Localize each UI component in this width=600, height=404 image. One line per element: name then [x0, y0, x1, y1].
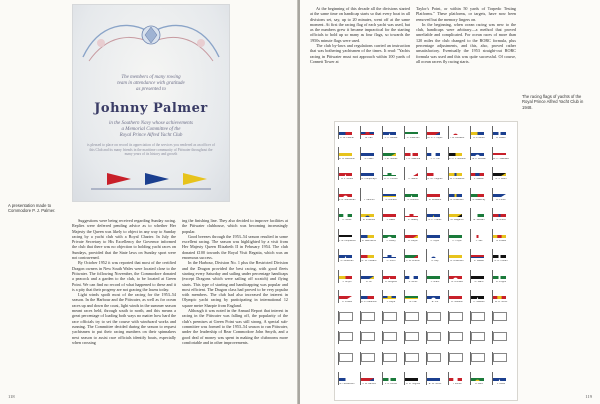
scroll-illumination — [79, 13, 223, 69]
flag-owner-label: E. Pitt — [431, 301, 439, 303]
flag-cloth — [427, 312, 441, 321]
flag-owner-label: K. Nealey — [407, 219, 419, 221]
flag-cloth — [339, 373, 352, 381]
flag-cloth — [339, 148, 352, 156]
flag-owner-label: A. Burgess — [385, 280, 397, 283]
flag-owner-label: W. B. Smith — [494, 301, 508, 303]
flag-cloth — [427, 230, 440, 238]
flag-owner-label: J. Sell — [475, 239, 483, 242]
flag-cloth — [471, 189, 484, 197]
paragraph: In the Harbour, Division No. 1 plus the Restricted Division and the Dragon provided the best racing, with good fleets starting every Saturday and sailing under percentage handicaps (except Dragons which were sailing off scratch) and flying starts. This type of starting and handicapping was popular and most efficient. The Dragon class had proved to be very popular with members. The club had also increased the interest in Olympic yacht racing by participating in international 12 square metre Sharpie from England. — [182, 260, 288, 308]
flag-cloth — [383, 148, 396, 156]
racing-flags-board — [334, 121, 518, 401]
flag-cloth — [405, 250, 418, 258]
flag-owner-label: T. E. Brookeb — [449, 137, 465, 139]
flag-cloth — [339, 271, 352, 279]
paragraph: Suggestions were being received regarding Sunday racing. Replies were deferred pending advice as to whether Her Majesty the Queen was likely to object in any way to Sunday racing by a yacht club with a Royal Charter. In July the Private Secretary to His Excellency the Governor informed the club that there was no objection to holding yacht races on Sundays, provided that the State laws on Sunday sport were not contravened. — [72, 218, 176, 261]
flag-owner-label: J. Gaillon — [474, 178, 484, 180]
flag-cloth — [383, 291, 396, 299]
flag-owner-label: L. Nicoll — [408, 280, 418, 283]
flag-owner-label: M. Dalgarno — [450, 219, 464, 221]
flag-cloth — [405, 271, 418, 279]
flag-cloth — [339, 250, 352, 258]
flag-owner-label: J. H. Hill — [430, 157, 440, 160]
flag-cloth — [471, 148, 484, 156]
flag-owner-label: R. Henderson — [339, 383, 355, 385]
scroll-burgee-banner — [87, 169, 215, 195]
flag-cloth — [339, 353, 353, 362]
flag-cloth — [449, 189, 462, 197]
flag-cloth — [361, 332, 375, 341]
flag-owner-label: A. L. Trainer — [428, 219, 442, 221]
flag-cloth — [361, 148, 374, 156]
flag-owner-label: A. Dwyer — [408, 239, 418, 242]
flag-cloth — [493, 353, 507, 362]
flag-owner-label: K. Wolfe — [342, 219, 352, 221]
flag-cloth — [427, 148, 440, 156]
flag-owner-label: N. J. Grubb — [340, 178, 354, 180]
paragraph: By October 1952 it was reported that most of the certified Dragon owners in New South Wales were located close to the Pittwater. The following November, the Commodore donated a peacock and a garden to the club, to be located at Green Point. We can find no record of what happened to these and it is a pity that their progeny are not gracing the lawns today. — [72, 260, 176, 292]
flag-cloth — [383, 312, 397, 321]
flag-owner-label: R. Anderson — [450, 198, 464, 201]
flag-cloth — [493, 127, 506, 135]
paragraph: Light winds spoilt most of the racing for the 1953–54 season. In the Harbour and the Pittwater, as well as for ocean races up and down the coast, light winds in the summer season meant races held, through south to north, and this means a great percentage of loading both ways no matter how hard the race officials try to set the course with windward works and running. The Committee decided during the season to request yachtsmen to put their racing numbers on their spinnakers next season to assist race officials identify boats, especially when crossing — [72, 292, 176, 345]
flag-owner-label: A. Humphreys — [361, 178, 377, 180]
flag-owner-label: J. W. Kramer — [406, 260, 420, 262]
flag-cloth — [449, 291, 462, 299]
flag-cloth — [361, 209, 374, 217]
flag-owner-label: R. W. Howard — [361, 260, 377, 262]
flag-cloth — [383, 353, 397, 362]
flag-owner-label: A. Blakeney — [472, 198, 486, 201]
flag-cloth — [405, 168, 418, 176]
flag-cloth — [449, 230, 462, 238]
flag-cloth — [493, 168, 506, 176]
flag-board-caption: The racing flags of yachts of the Royal Prince Alfred Yacht Club in 1948. — [522, 94, 584, 110]
flag-cloth — [493, 250, 506, 258]
flag-owner-label: H. Warden — [473, 301, 485, 303]
flag-cloth — [449, 250, 462, 258]
flag-cloth — [449, 168, 462, 176]
flag-cloth — [449, 209, 462, 217]
flag-cloth — [339, 230, 352, 238]
flag-cloth — [405, 312, 419, 321]
paragraph: Taylor's Point, or within 50 yards of Torpedo Testing Platforms." These platforms, or targets, have now been removed but the memory lingers on. — [416, 6, 516, 22]
flag-cloth — [449, 127, 462, 135]
flag-cloth — [449, 332, 463, 341]
flag-cloth — [339, 312, 353, 321]
flag-cloth — [427, 250, 440, 258]
flag-cloth — [449, 271, 462, 279]
flag-cloth — [471, 209, 484, 217]
scroll-line-3: as presented to — [135, 87, 167, 92]
flag-cloth — [471, 291, 484, 299]
flag-owner-label: A. D. Hughes — [405, 383, 421, 385]
flag-cloth — [361, 353, 375, 362]
flag-cloth — [383, 127, 396, 135]
flag-cloth — [383, 250, 396, 258]
flag-owner-label: C. M. Palmer — [340, 137, 354, 139]
flag-cloth — [493, 189, 506, 197]
flag-cloth — [339, 209, 352, 217]
flag-cloth — [361, 230, 374, 238]
flag-cloth — [427, 353, 441, 362]
flag-cloth — [405, 127, 418, 135]
flag-cloth — [383, 373, 396, 381]
flag-cloth — [405, 291, 418, 299]
flag-owner-label: R. Sheldon — [451, 301, 463, 303]
flag-owner-label: T. C. Maerina — [405, 157, 421, 160]
flag-cloth — [361, 373, 374, 381]
flag-owner-label: A. R. Buchanan — [338, 198, 356, 201]
flag-owner-label: R. Anderson — [450, 260, 464, 262]
flag-owner-label: A. F. Albert — [473, 137, 485, 139]
flag-owner-label: J. W. Barnes — [362, 383, 376, 385]
flag-cloth — [493, 373, 506, 381]
flag-owner-label: Dr. F. J. Taylor — [427, 137, 443, 139]
flag-cloth — [405, 332, 419, 341]
scroll-line-6: Royal Prince Alfred Yacht Club — [119, 133, 183, 138]
flag-cloth — [361, 189, 374, 197]
flag-owner-label: H. Martin — [408, 178, 418, 180]
flag-cloth — [383, 271, 396, 279]
flag-cloth — [427, 189, 440, 197]
flag-cloth — [405, 373, 418, 381]
flag-cloth — [427, 332, 441, 341]
flag-cloth — [471, 353, 485, 362]
flag-owner-label: T. Harmon — [363, 198, 375, 201]
flag-cloth — [361, 271, 374, 279]
flag-owner-label: E. Stewart — [473, 219, 485, 221]
flag-owner-label: K. Walker — [473, 260, 485, 262]
flag-owner-label: H. Hoyle — [452, 239, 462, 242]
flag-owner-label: G. Hall — [409, 301, 417, 303]
flag-owner-label: A. B. Hobart — [494, 260, 508, 262]
flag-owner-label: T. Moran — [452, 383, 462, 385]
flag-cloth — [427, 209, 440, 217]
flag-cloth — [383, 209, 396, 217]
flag-cloth — [405, 353, 419, 362]
flag-owner-label: C. Powell — [341, 301, 353, 303]
flag-owner-label: J. Baker — [386, 219, 396, 221]
flag-cloth — [471, 127, 484, 135]
scroll-line-4: in the Southern Navy whose achievements — [108, 121, 193, 126]
presentation-scroll-image — [72, 4, 230, 202]
flag-owner-label: J. Grant — [430, 280, 440, 283]
right-column-1 — [310, 6, 410, 64]
flag-cloth — [383, 168, 396, 176]
flag-cloth — [471, 250, 484, 258]
flag-owner-label: C. Freeman — [406, 137, 420, 139]
flag-owner-label: J. H. Buckle — [384, 137, 398, 139]
page-number-left: 118 — [8, 394, 15, 399]
scroll-line-2: team in attendance with gratitude — [117, 81, 185, 86]
flag-cloth — [405, 189, 418, 197]
flag-owner-label: R. Barrowcliff — [361, 239, 377, 242]
flag-cloth — [493, 230, 506, 238]
flag-cloth — [471, 373, 484, 381]
flag-owner-label: R. Rowland — [428, 198, 442, 201]
right-page — [300, 0, 600, 404]
flag-owner-label: E. W. Smith — [428, 383, 442, 385]
flag-cloth — [493, 209, 506, 217]
flag-cloth — [427, 291, 440, 299]
flag-cloth — [427, 271, 440, 279]
flag-owner-label: A. Day — [431, 260, 439, 262]
flag-cloth — [449, 148, 462, 156]
flag-owner-label: A. Orr — [365, 280, 373, 283]
flag-cloth — [405, 209, 418, 217]
flag-cloth — [471, 230, 484, 238]
flag-cloth — [493, 332, 507, 341]
flag-cloth — [449, 373, 462, 381]
flag-cloth — [361, 127, 374, 135]
flag-cloth — [339, 291, 352, 299]
flag-owner-label: G. Orchard — [451, 280, 463, 283]
flag-cloth — [471, 312, 485, 321]
flag-owner-label: J. Boyle — [386, 301, 396, 303]
flag-cloth — [427, 127, 440, 135]
flag-owner-label: S. Lahn — [474, 383, 484, 385]
flag-owner-label: A. G. Ashworth — [339, 157, 355, 160]
flag-owner-label: A. Phipps — [495, 280, 507, 283]
paragraph: ing the finishing line. They also decided to improve facilities at the Pittwater clubhouse, which was becoming increasingly popular. — [182, 218, 288, 234]
flag-owner-label: M. Bruce — [496, 219, 506, 221]
scroll-recipient-name: Johnny Palmer — [94, 101, 208, 116]
flag-cloth — [339, 127, 352, 135]
flag-cloth — [471, 271, 484, 279]
flag-owner-label: J. Reed — [496, 383, 506, 385]
flag-owner-label: W. H. Gaddard — [493, 157, 509, 160]
flag-owner-label: A. J. Ward — [495, 178, 507, 180]
flag-cloth — [339, 189, 352, 197]
flag-owner-label: R. Pittwood — [362, 219, 376, 221]
paragraph: Good breezes through the 1953–54 season resulted in some excellent racing. The season was highlighted by a visit from Her Majesty Queen Elizabeth II in February 1954. The club donated £100 towards the Royal Visit Regatta, which was an enormous success. — [182, 233, 288, 261]
paragraph: At the beginning of this decade all the divisions started at the same time on handicap starts so that every boat in all divisions set, say, up to 20 minutes, went off at the same moment. At first the racing flag of each yacht was used, but as the numbers grew it became impractical for the starting officials to hold up so many as four flags, so towards the 1950s minute flags were used. — [310, 6, 410, 43]
flag-owner-label: J. Smyth — [342, 280, 352, 283]
flag-owner-label: J. Cleary — [386, 239, 396, 242]
flag-cloth — [449, 353, 463, 362]
flag-owner-label: J. E. Stokes — [384, 157, 398, 160]
flag-owner-label: C. Duffield — [385, 198, 397, 201]
flag-owner-label: F. Taylor — [430, 239, 440, 242]
flag-cloth — [361, 168, 374, 176]
scroll-body-text: is pleased to place on record its appreciation of the services you rendered as an officer of this Club and its many friends in the maritime community of Pittwater throughout the many years of its history and growth — [87, 143, 215, 157]
flag-cloth — [493, 148, 506, 156]
scroll-line-5: a Memorial Committee of the — [121, 127, 181, 132]
left-column-2 — [182, 218, 288, 345]
flag-cloth — [449, 312, 463, 321]
flag-owner-label: M. Farr — [365, 137, 373, 139]
flag-cloth — [471, 332, 485, 341]
flag-owner-label: A. Roach — [496, 137, 506, 139]
paragraph: Although it was noted in the Annual Report that interest in racing in the Pittwater was falling off, the popularity of the club's premises at Green Point was still strong. A special sub-committee was formed to the 1953–54 season to run Pittwater, under the leadership of Rear Commodore John Smyth, and a good deal of money was spent in making the clubrooms more comfortable and in other improvements. — [182, 308, 288, 345]
paragraph: The club by-laws and regulations carried an instruction that was bothering yachtsmen of the times. It read: "Yachts racing in Pittwater must not approach within 100 yards of Connett Tower at — [310, 43, 410, 64]
flag-cloth — [493, 312, 507, 321]
scroll-caption: A presentation made to Commodore P. J. Palmer. — [8, 203, 56, 214]
left-column-1 — [72, 218, 176, 345]
flag-cloth — [383, 189, 396, 197]
flag-owner-label: C. Dobson — [407, 198, 419, 201]
flag-owner-label: E. P. Mulhall — [472, 157, 486, 160]
flag-owner-label: J. A. Brown — [384, 383, 398, 385]
paragraph: In the beginning, when ocean racing was new to the club, handicaps were arbitrary—a method that proved unreliable and complicated. For ocean races of more than 120 miles the club changed to the RORC formula, plus percentage adjustments, and this, also, proved rather unsatisfactory. Eventually the 1953 straight-out RORC formula was used and this was quite successful. Of course, all ocean racers fly racing starts. — [416, 21, 516, 64]
flag-cloth — [361, 291, 374, 299]
flag-owner-label: A. F. Patterson — [361, 301, 377, 303]
right-column-2 — [416, 6, 516, 64]
flag-cloth — [339, 168, 352, 176]
flag-owner-label: W. J. Brekens — [449, 178, 465, 180]
scroll-line-1: The members of many rowing — [121, 75, 181, 80]
page-number-right: 119 — [585, 394, 592, 399]
flag-cloth — [427, 168, 440, 176]
flag-cloth — [361, 250, 374, 258]
flag-owner-label: W. O. J. Goulton — [448, 157, 466, 160]
flag-cloth — [493, 291, 506, 299]
flag-cloth — [493, 271, 506, 279]
flag-owner-label: D. Goldman — [340, 260, 354, 262]
flag-owner-label: A. H. Crouch — [384, 178, 398, 180]
flag-owner-label: A. Pallin — [364, 157, 374, 160]
flag-cloth — [361, 312, 375, 321]
flag-cloth — [471, 168, 484, 176]
flag-owner-label: D. Baird — [474, 280, 484, 283]
flag-cloth — [383, 332, 397, 341]
flag-cloth — [405, 230, 418, 238]
flag-owner-label: C. Short — [386, 260, 396, 262]
flag-owner-label: A. Dr. Hughes — [427, 178, 443, 180]
flag-cloth — [427, 373, 440, 381]
flag-cloth — [405, 148, 418, 156]
flag-cloth — [383, 230, 396, 238]
flag-owner-label: K. M. Kirkpatrick — [338, 239, 356, 242]
left-page — [0, 0, 298, 404]
flag-owner-label: N. Powell — [495, 239, 507, 242]
flag-owner-label: D. Porter — [496, 198, 506, 201]
flag-cloth — [339, 332, 353, 341]
